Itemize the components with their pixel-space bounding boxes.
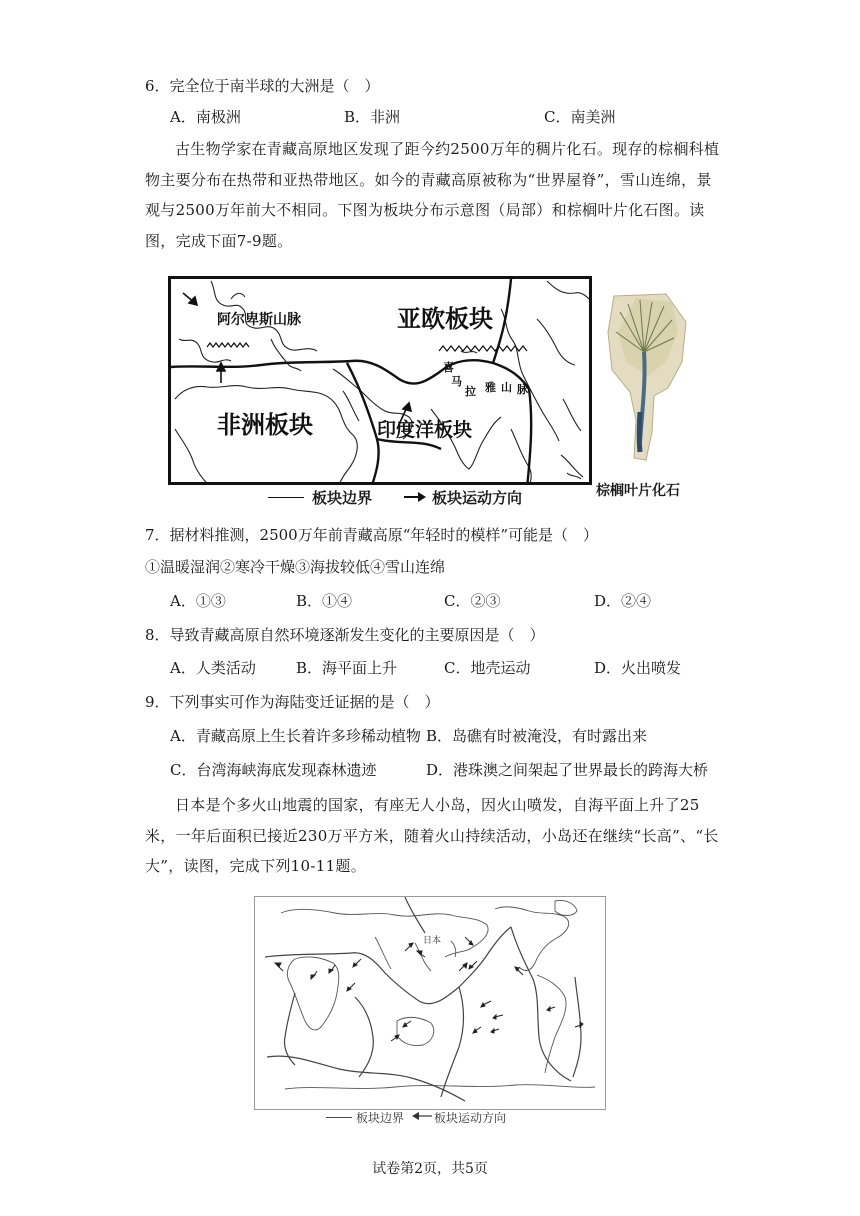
q7-option-d: D．②④ [594,592,652,610]
label-himalaya-5: 山 [501,381,512,394]
plate-map-figure [168,276,592,485]
label-eurasian-plate: 亚欧板块 [397,305,493,333]
fossil-caption: 棕榈叶片化石 [596,483,680,499]
legend-arrow-icon [402,490,428,504]
q7-option-a: A．①③ [170,592,226,610]
q8-option-a: A．人类活动 [170,659,256,677]
label-himalaya-4: 雅 [485,381,496,394]
label-indian-ocean-plate: 印度洋板块 [377,419,473,441]
q6-stem: 6．完全位于南半球的大洲是（ ） [145,77,380,95]
q9-option-a: A．青藏高原上生长着许多珍稀动植物 [170,727,421,745]
map2-legend-arrow-icon [412,1111,432,1121]
q9-option-d: D．港珠澳之间架起了世界最长的跨海大桥 [426,761,709,779]
page-footer: 试卷第2页，共5页 [372,1161,488,1177]
map2-legend-boundary-text: 板块边界 [356,1111,405,1125]
q8-option-d: D．火出喷发 [594,659,682,677]
map2-legend-boundary-line [326,1117,352,1118]
label-himalaya-3: 拉 [465,385,476,398]
q6-option-a: A．南极洲 [170,108,241,126]
q7-choices: ①温暖湿润②寒冷干燥③海拔较低④雪山连绵 [145,558,446,576]
label-himalaya-6: 脉 [517,383,528,396]
q6-option-b: B．非洲 [344,108,401,126]
palm-leaf-fossil-image [606,292,690,462]
q7-stem: 7．据材料推测，2500万年前青藏高原“年轻时的模样”可能是（ ） [145,526,599,544]
label-african-plate: 非洲板块 [217,411,313,439]
label-himalaya-2: 马 [451,375,462,388]
q7-option-b: B．①④ [296,592,353,610]
label-alps: 阿尔卑斯山脉 [217,312,301,328]
q8-option-c: C．地壳运动 [444,659,531,677]
map2-legend-direction-text: 板块运动方向 [434,1111,507,1125]
legend-boundary-line [268,497,304,498]
label-himalaya-1: 喜 [443,361,454,374]
q8-stem: 8．导致青藏高原自然环境逐渐发生变化的主要原因是（ ） [145,626,545,644]
q7-option-c: C．②③ [444,592,501,610]
legend-direction-text: 板块运动方向 [432,489,523,507]
q9-stem: 9．下列事实可作为海陆变迁证据的是（ ） [145,693,440,711]
q9-option-b: B．岛礁有时被淹没，有时露出来 [426,727,648,745]
q9-option-c: C．台湾海峡海底发现森林遗迹 [170,761,377,779]
world-plate-map-drawing [255,897,606,1110]
passage-2: 日本是个多火山地震的国家，有座无人小岛，因火山喷发，自海平面上升了25米，一年后面积已接近230万平方米，随着火山持续活动，小岛还在继续“长高”、“长大”，读图，完成下列10-11题。 [145,796,719,875]
passage-1: 古生物学家在青藏高原地区发现了距今约2500万年的稠片化石。现存的棕榈科植物主要分布在热带和亚热带地区。如今的青藏高原被称为“世界屋脊”，雪山连绵，景观与2500万年前大不相同。下图为板块分布示意图（局部）和棕榈叶片化石图。读图，完成下面7-9题。 [145,140,720,250]
q6-option-c: C．南美洲 [544,108,616,126]
legend-boundary-text: 板块边界 [312,489,373,507]
label-japan: 日本 [423,936,442,946]
world-plate-map-figure [254,896,606,1110]
q8-option-b: B．海平面上升 [296,659,398,677]
